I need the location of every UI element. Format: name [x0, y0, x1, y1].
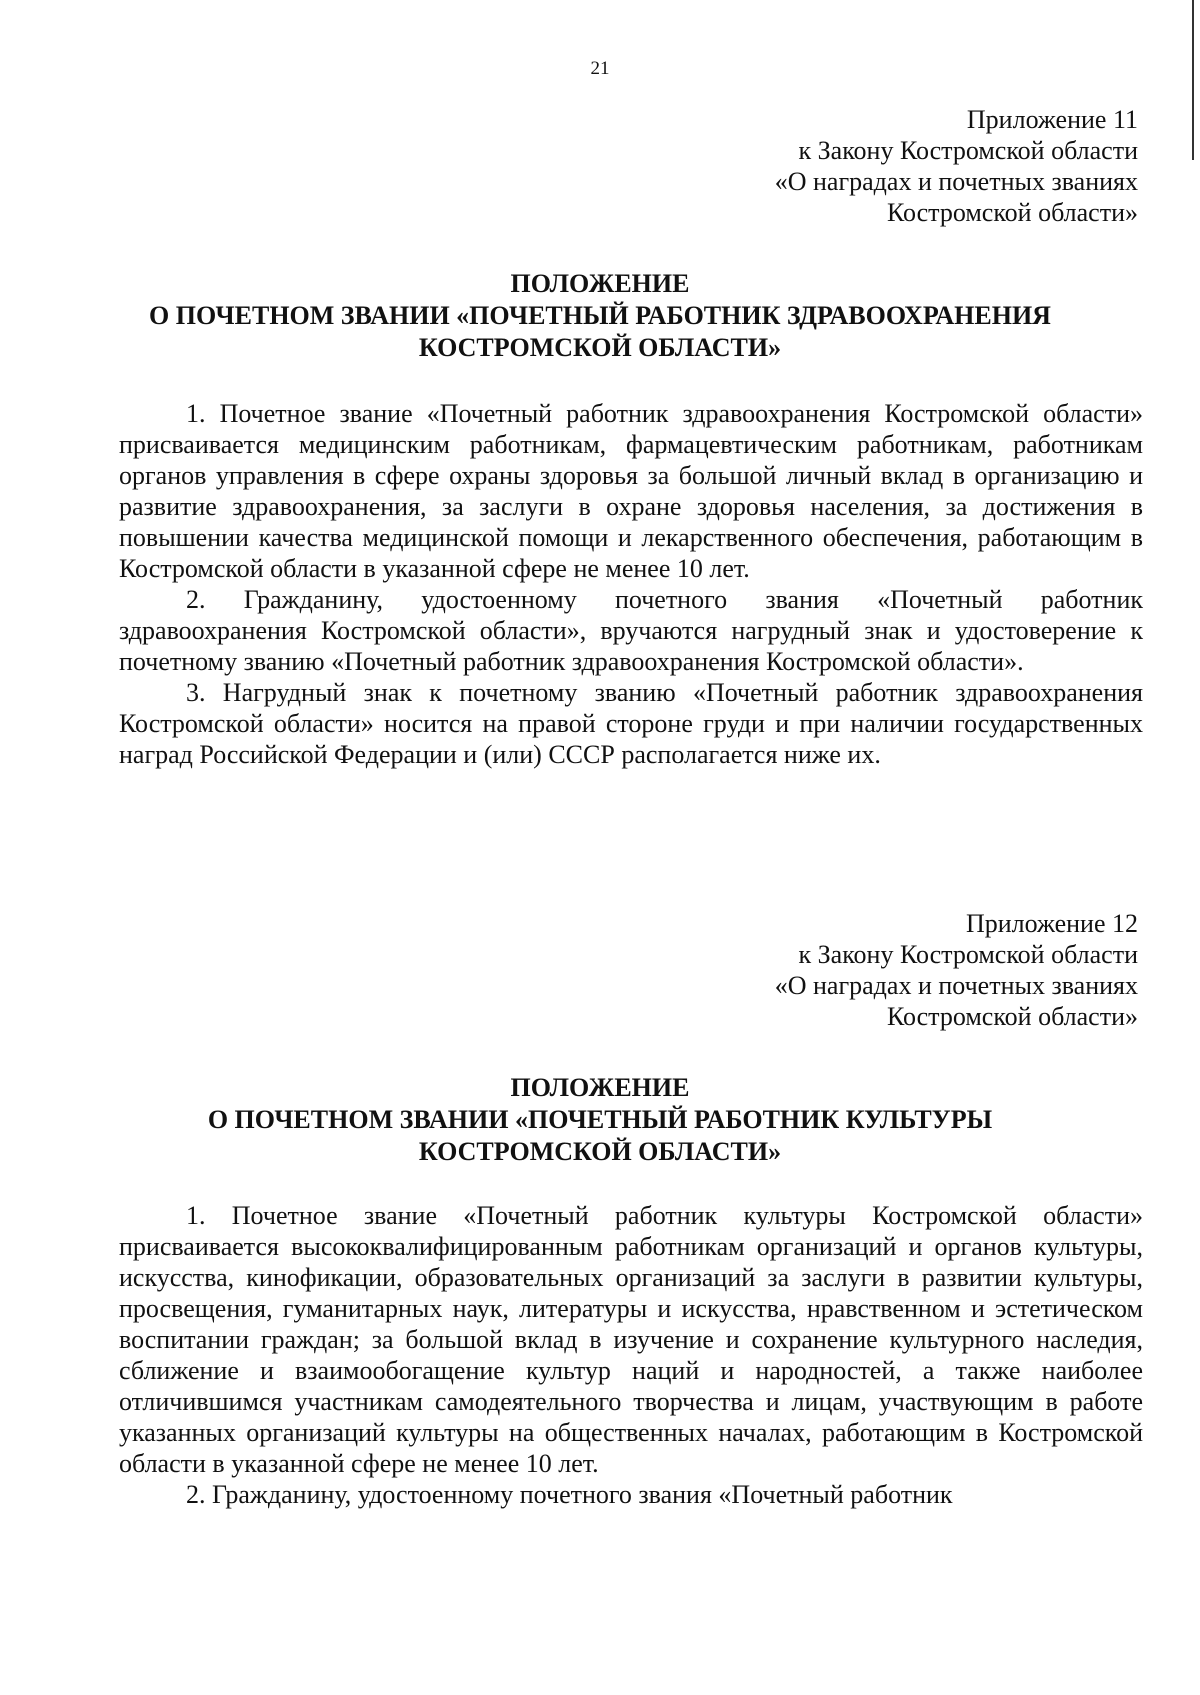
appendix-12-line: к Закону Костромской области	[798, 940, 1138, 969]
section-12-paragraph: 1. Почетное звание «Почетный работник культуры Костромской области» присваивается высококвалифицированным работникам организаций и органов культуры, искусства, кинофикации, образовательных организаций за заслуги в развитии культуры, просвещения, гуманитарных наук, литературы и искусства, нравственном и эстетическом воспитании граждан; за большой вклад в изучение и сохранение культурного наследия, сближение и взаимообогащение культур наций и народностей, а также наиболее отличившимся участникам самодеятельного творчества и лицам, участвующим в работе указанных организаций культуры на общественных началах, работающим в Костромской области в указанной сфере не менее 10 лет.	[119, 1201, 1143, 1478]
appendix-11-header	[775, 104, 1138, 228]
section-12-paragraph: 2. Гражданину, удостоенному почетного звания «Почетный работник	[186, 1480, 953, 1509]
section-11-title-line: О ПОЧЕТНОМ ЗВАНИИ «ПОЧЕТНЫЙ РАБОТНИК ЗДРАВООХРАНЕНИЯ	[149, 301, 1051, 330]
appendix-12-line: Приложение 12	[965, 909, 1138, 938]
section-11-title	[100, 268, 1100, 364]
scan-edge-mark	[1192, 0, 1194, 160]
appendix-12-line: «О наградах и почетных званиях	[774, 971, 1138, 1000]
section-11-body	[119, 398, 1143, 770]
section-11-paragraph: 1. Почетное звание «Почетный работник здравоохранения Костромской области» присваивается медицинским работникам, фармацевтическим работникам, работникам органов управления в сфере охраны здоровья за большой личный вклад в организацию и развитие здравоохранения, за заслуги в охране здоровья населения, за достижения в повышении качества медицинской помощи и лекарственного обеспечения, работающим в Костромской области в указанной сфере не менее 10 лет.	[119, 399, 1143, 583]
appendix-11-line: Костромской области»	[886, 198, 1138, 227]
appendix-12-line: Костромской области»	[886, 1002, 1138, 1031]
appendix-12-header	[775, 908, 1138, 1032]
section-11-paragraph: 3. Нагрудный знак к почетному званию «Почетный работник здравоохранения Костромской области» носится на правой стороне груди и при наличии государственных наград Российской Федерации и (или) СССР располагается ниже их.	[119, 678, 1143, 769]
appendix-11-line: Приложение 11	[966, 105, 1138, 134]
section-11-title-line: КОСТРОМСКОЙ ОБЛАСТИ»	[418, 333, 782, 362]
section-12-title-line: ПОЛОЖЕНИЕ	[510, 1073, 690, 1102]
section-12-body	[119, 1200, 1143, 1510]
page-number: 21	[590, 58, 610, 79]
appendix-11-line: «О наградах и почетных званиях	[774, 167, 1138, 196]
appendix-11-line: к Закону Костромской области	[798, 136, 1138, 165]
section-11-title-line: ПОЛОЖЕНИЕ	[510, 269, 690, 298]
section-12-title-line: КОСТРОМСКОЙ ОБЛАСТИ»	[418, 1137, 782, 1166]
section-12-title	[100, 1072, 1100, 1168]
section-12-title-line: О ПОЧЕТНОМ ЗВАНИИ «ПОЧЕТНЫЙ РАБОТНИК КУЛЬТУРЫ	[207, 1105, 993, 1134]
section-11-paragraph: 2. Гражданину, удостоенному почетного звания «Почетный работник здравоохранения Костромской области», вручаются нагрудный знак и удостоверение к почетному званию «Почетный работник здравоохранения Костромской области».	[119, 585, 1143, 676]
